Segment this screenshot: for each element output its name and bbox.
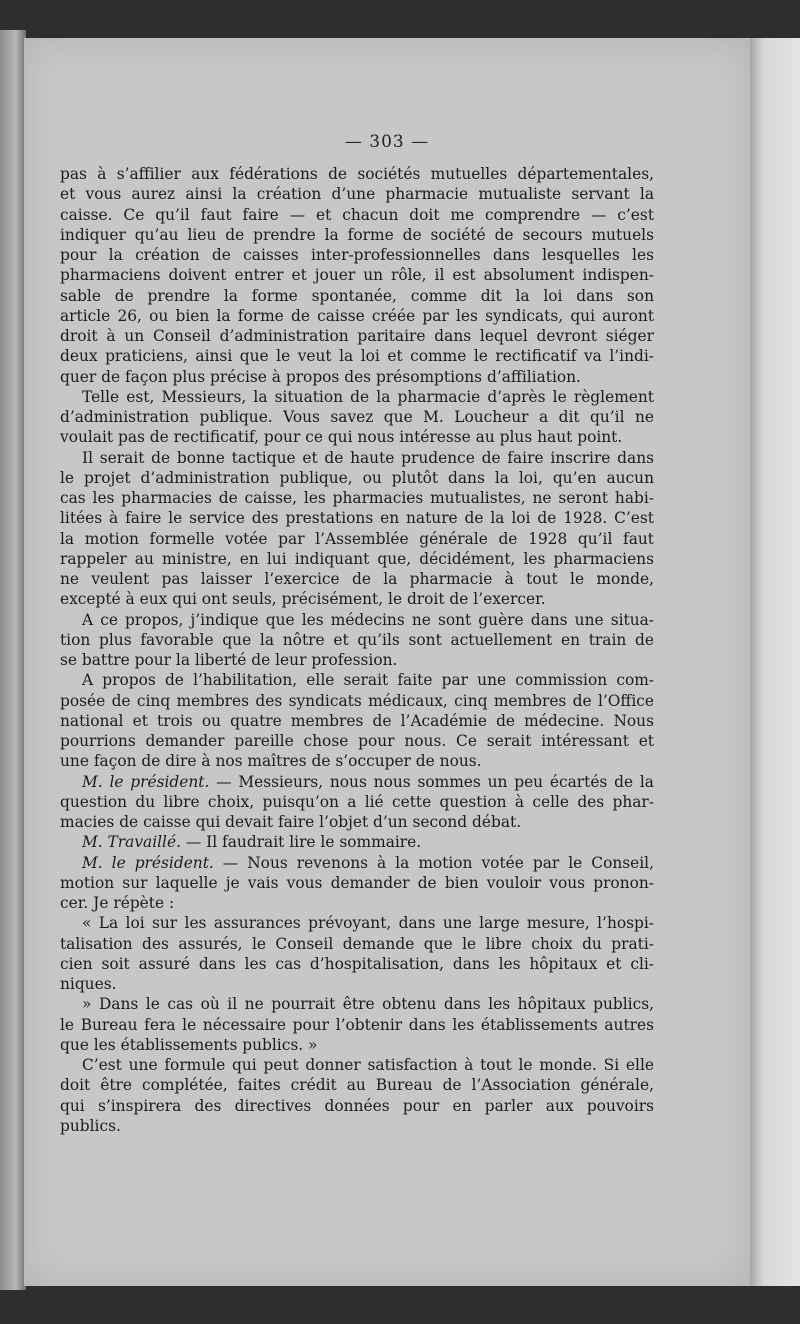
text-line: pourrions demander pareille chose pour nous. Ce serait intéressant et	[60, 732, 654, 750]
text-line: et vous aurez ainsi la création d’une pharmacie mutualiste servant la	[60, 185, 654, 204]
page-number: — 303 —	[344, 132, 430, 152]
text-line: deux praticiens, ainsi que le veut la loi et comme le rectificatif va l’indi-	[60, 347, 654, 366]
book-page	[24, 38, 750, 1286]
speaker-name: M. le président.	[82, 853, 214, 872]
text-line: droit à un Conseil d’administration paritaire dans lequel devront siéger	[60, 327, 654, 345]
text-line: que les établissements publics. »	[60, 1035, 318, 1054]
text-line: posée de cinq membres des syndicats médicaux, cinq membres de l’Office	[60, 691, 654, 710]
text-line: M. Travaillé. — Il faudrait lire le sommaire.	[82, 833, 422, 852]
text-line: cien soit assuré dans les cas d’hospitalisation, dans les hôpitaux et cli-	[60, 954, 654, 973]
previous-page-edge	[0, 30, 26, 1290]
text-line: d’administration publique. Vous savez que M. Loucheur a dit qu’il ne	[60, 408, 654, 426]
text-line: tion plus favorable que la nôtre et qu’ils sont actuellement en train de	[60, 630, 654, 649]
text-line: niques.	[60, 975, 117, 993]
text-line: article 26, ou bien la forme de caisse créée par les syndicats, qui auront	[60, 306, 654, 325]
text-line: C’est une formule qui peut donner satisfaction à tout le monde. Si elle	[82, 1056, 654, 1074]
text-line: A ce propos, j’indique que les médecins ne sont guère dans une situa-	[82, 610, 654, 629]
text-line: » Dans le cas où il ne pourrait être obtenu dans les hôpitaux publics,	[82, 995, 654, 1014]
text-line: la motion formelle votée par l’Assemblée générale de 1928 qu’il faut	[60, 529, 654, 548]
text-line: se battre pour la liberté de leur profession.	[60, 651, 398, 669]
text-line: caisse. Ce qu’il faut faire — et chacun doit me comprendre — c’est	[60, 205, 654, 224]
text-line: motion sur laquelle je vais vous demander de bien vouloir vous pronon-	[60, 873, 654, 892]
text-line: rappeler au ministre, en lui indiquant que, décidément, les pharmaciens	[60, 549, 654, 568]
text-line: talisation des assurés, le Conseil demande que le libre choix du prati-	[60, 934, 654, 953]
text-line: pas à s’affilier aux fédérations de sociétés mutuelles départementales,	[60, 165, 654, 183]
text-line: cas les pharmacies de caisse, les pharmacies mutualistes, ne seront habi-	[60, 489, 654, 507]
text-line: M. le président. — Messieurs, nous nous sommes un peu écartés de la	[82, 772, 654, 791]
text-line: sable de prendre la forme spontanée, comme dit la loi dans son	[60, 286, 654, 305]
text-line: Il serait de bonne tactique et de haute prudence de faire inscrire dans	[82, 448, 654, 467]
text-line: macies de caisse qui devait faire l’objet d’un second débat.	[60, 813, 522, 831]
text-line: pharmaciens doivent entrer et jouer un rôle, il est absolument indispen-	[60, 266, 654, 285]
text-line: pour la création de caisses inter-professionnelles dans lesquelles les	[60, 246, 654, 264]
text-line: qui s’inspirera des directives données pour en parler aux pouvoirs	[60, 1096, 654, 1115]
text-line: national et trois ou quatre membres de l’Académie de médecine. Nous	[60, 711, 654, 730]
text-line: ne veulent pas laisser l’exercice de la pharmacie à tout le monde,	[60, 570, 654, 588]
text-line: excepté à eux qui ont seuls, précisément, le droit de l’exercer.	[60, 590, 546, 609]
text-line: une façon de dire à nos maîtres de s’occuper de nous.	[60, 752, 482, 771]
text-line: Telle est, Messieurs, la situation de la pharmacie d’après le règlement	[82, 387, 654, 406]
text-line: publics.	[60, 1116, 121, 1135]
text-line: le projet d’administration publique, ou plutôt dans la loi, qu’en aucun	[60, 468, 654, 487]
text-line: quer de façon plus précise à propos des présomptions d’affiliation.	[60, 367, 581, 386]
text-line: « La loi sur les assurances prévoyant, dans une large mesure, l’hospi-	[82, 914, 654, 933]
text-line: M. le président. — Nous revenons à la motion votée par le Conseil,	[82, 853, 654, 872]
text-line: cer. Je répète :	[60, 894, 175, 912]
text-line: le Bureau fera le nécessaire pour l’obtenir dans les établissements autres	[60, 1015, 654, 1034]
text-line: A propos de l’habilitation, elle serait faite par une commission com-	[82, 671, 654, 690]
text-line: litées à faire le service des prestations en nature de la loi de 1928. C’est	[60, 509, 654, 528]
body-text	[60, 164, 654, 1136]
speaker-name: M. Travaillé.	[82, 833, 181, 852]
text-line: indiquer qu’au lieu de prendre la forme de société de secours mutuels	[60, 225, 654, 244]
speaker-name: M. le président.	[82, 772, 210, 791]
text-line: question du libre choix, puisqu’on a lié cette question à celle des phar-	[60, 792, 654, 811]
text-line: voulait pas de rectificatif, pour ce qui nous intéresse au plus haut point.	[60, 428, 623, 447]
text-line: doit être complétée, faites crédit au Bureau de l’Association générale,	[60, 1076, 654, 1095]
page-stack-edge	[748, 38, 800, 1286]
